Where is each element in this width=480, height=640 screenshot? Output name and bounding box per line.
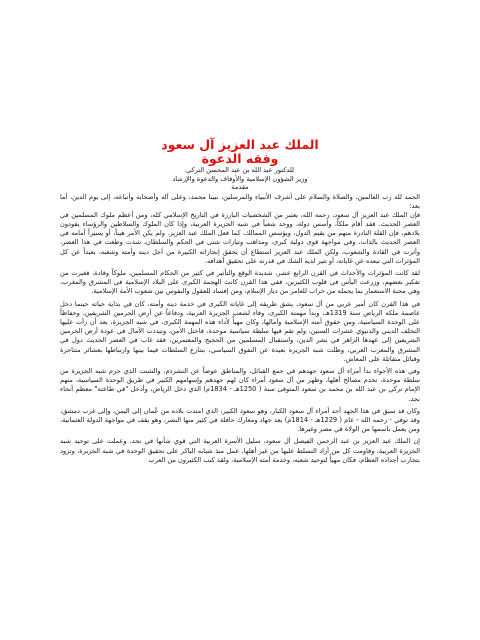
position-line: وزير الشؤون الإسلامية والأوقاف والدعوة والإرشاد: [172, 174, 308, 183]
paragraph-6: إن الملك عبد العزيز بن عبد الرحمن الفيصل آل سعود، سليل الأسرة العربية التي قوي شأنها في نجد، وعملت على توحيد شبه الجزيرة العربية، وقاومت كل من أراد التسلط عليها من غير أهلها، عمل منذ شبابه الباكر على تحقيق الوحدة في شبه الجزيرة، وتزود بتجارب أجداده العظام، فكان مهيأً لتوحيد شعبه، وخدمة أمته الإسلامية، ولقد كتب الكثيرون من العرب: [60, 437, 420, 464]
intro-heading: مقدمة: [231, 183, 249, 192]
title-line-1: الملك عبد العزيز آل سعود: [161, 137, 319, 152]
author-line: للدكتور عبد الله بن عبد المحسن التركي: [185, 166, 295, 174]
paragraph-4: وفي هذه الأجواء بدأ أمراء آل سعود جهدهم في جمع القبائل، والمناطق عوضاً عن التشرذم، والشتت الذي حرم شبه الجزيرة من سلطة موحدة، تخدم مصالح أهلها، وظهر من آل سعود أمراء كان لهم جهدهم وإسهامهم الكبير في طريق الوحدة السياسية، منهم الإمام تركي بن عبد الله بن محمد بن سعود المتوفى سنة ( 1250هـ - 1834م) الذي دخل الرياض، وأدخل "في طاعته" معظم أنحاء نجد.: [60, 367, 420, 403]
opening-paragraph: الحمد لله رب العالمين، والصلاة والسلام على أشرف الأنبياء والمرسلين، نبينا محمد، وعلى آله وأصحابه وأتباعه، إلى يوم الدين، أما بعد:: [60, 192, 420, 210]
document-content: [60, 138, 420, 468]
title-line-2: وفقه الدعوة: [201, 151, 279, 166]
paragraph-1: فإن الملك عبد العزيز آل سعود، رحمه الله، يعتبر من الشخصيات البارزة في التاريخ الإسلامي كله، ومن أعظم ملوك المسلمين في العصر الحديث. فقد أقام ملكاً، وأسس دولة، ووحد شعباً في شبه الجزيرة العربية، وإذا كان الملوك والسلاطين والرؤساء يقودون بلادهم، فإن القلة النادرة منهم من يقيم الدول، ويؤسس الممالك، كما فعل الملك عبد العزيز. ولم يكن الأمر هيناً، أو يسيراً أمامه في العصر الحديث بالذات، وفي مواجهة قوى دولية كبرى، ومذاهب وتيارات شتى في الحكم والسلطان، شذت وطغت في هذا العصر، وأثرت في القادة والشعوب، ولكن الملك عبد العزيز استطاع أن يحقق إنجازاته الكبيرة من أجل دينه وأمته وشعبه، بعيداً عن كل المؤثرات التي تبعده عن غاياته، أو تثير لديه الشك في قدرته على تحقيق أهدافه.: [60, 210, 420, 265]
paragraph-2: لقد كانت المؤثرات والأحداث في القرن الرابع عشر، شديدة الوقع والتأثير في كثير من الحكام المسلمين، ملوكاً وقادة، فغيرت من تفكير بعضهم، وزرعت اليأس في قلوب الكثيرين، ففي هذا القرن كانت الهجمة الكبرى على البلاد الإسلامية في المشرق والمغرب، وهي محنة الاستعمار بما يحمله من خراب للعامر من ديار الإسلام، ومن إفساد للعقول والنفوس بين شعوب الأمة الإسلامية.: [60, 269, 420, 296]
body-text: [60, 193, 420, 465]
paragraph-5: وكان قد سبق في هذا الجهد أحد أمراء آل سعود الكبار، وهو سعود الكبير، الذي امتدت بلاده من عُمان إلى اليمن، وإلى غرب دمشق، وقد توفي - رحمه الله - عام ( 1229هـ - 1814م) بعد جهاد ومعارك حافلة في كثير منها النصر، وهو يقف في مواجهة الدولة العثمانية، ومن يعمل باسمها من الولاة في مصر وغيرها.: [60, 406, 420, 434]
paragraph-3: في هذا القرن كان أمير عربي من آل سعود، يشق طريقه إلى غاياته الكبرى في خدمة دينه وأمته، كان في بداية حياته حينما دخل عاصمة ملكه الرياض سنة 1319هـ، وبدأ مهمته الكبرى، وفاء لشعب الجزيرة العربية، ودفاعاً عن أرض الحرمين الشريفين، وحفاظاً على الوحدة السياسية، ومن حقوق أمته الإسلامية وآمالها، وكان مهيأً لأداء هذه المهمة الكبرى، في شبه الجزيرة، بعد أن رأت عليها التخلف الديني والدنيوي عشرات السنين، ولم تقم فيها سلطة سياسية موحدة، فاختل الأمن، وتبددت الآمال في عودة أرض الحرمين الشريفين إلى عهدها الزاهر في نشر الدين، واستقبال المسلمين من الحجيج والمعتمرين، فقد غاب في العصر الحديث دول في المشرق والمغرب العربي، وظلت شبه الجزيرة بعيدة عن التفوق السياسي، بتنازع السلطات فيما بينها وارتباطها بعشائر متناحرة وقبائل متقاتلة على المعاش.: [60, 299, 421, 363]
